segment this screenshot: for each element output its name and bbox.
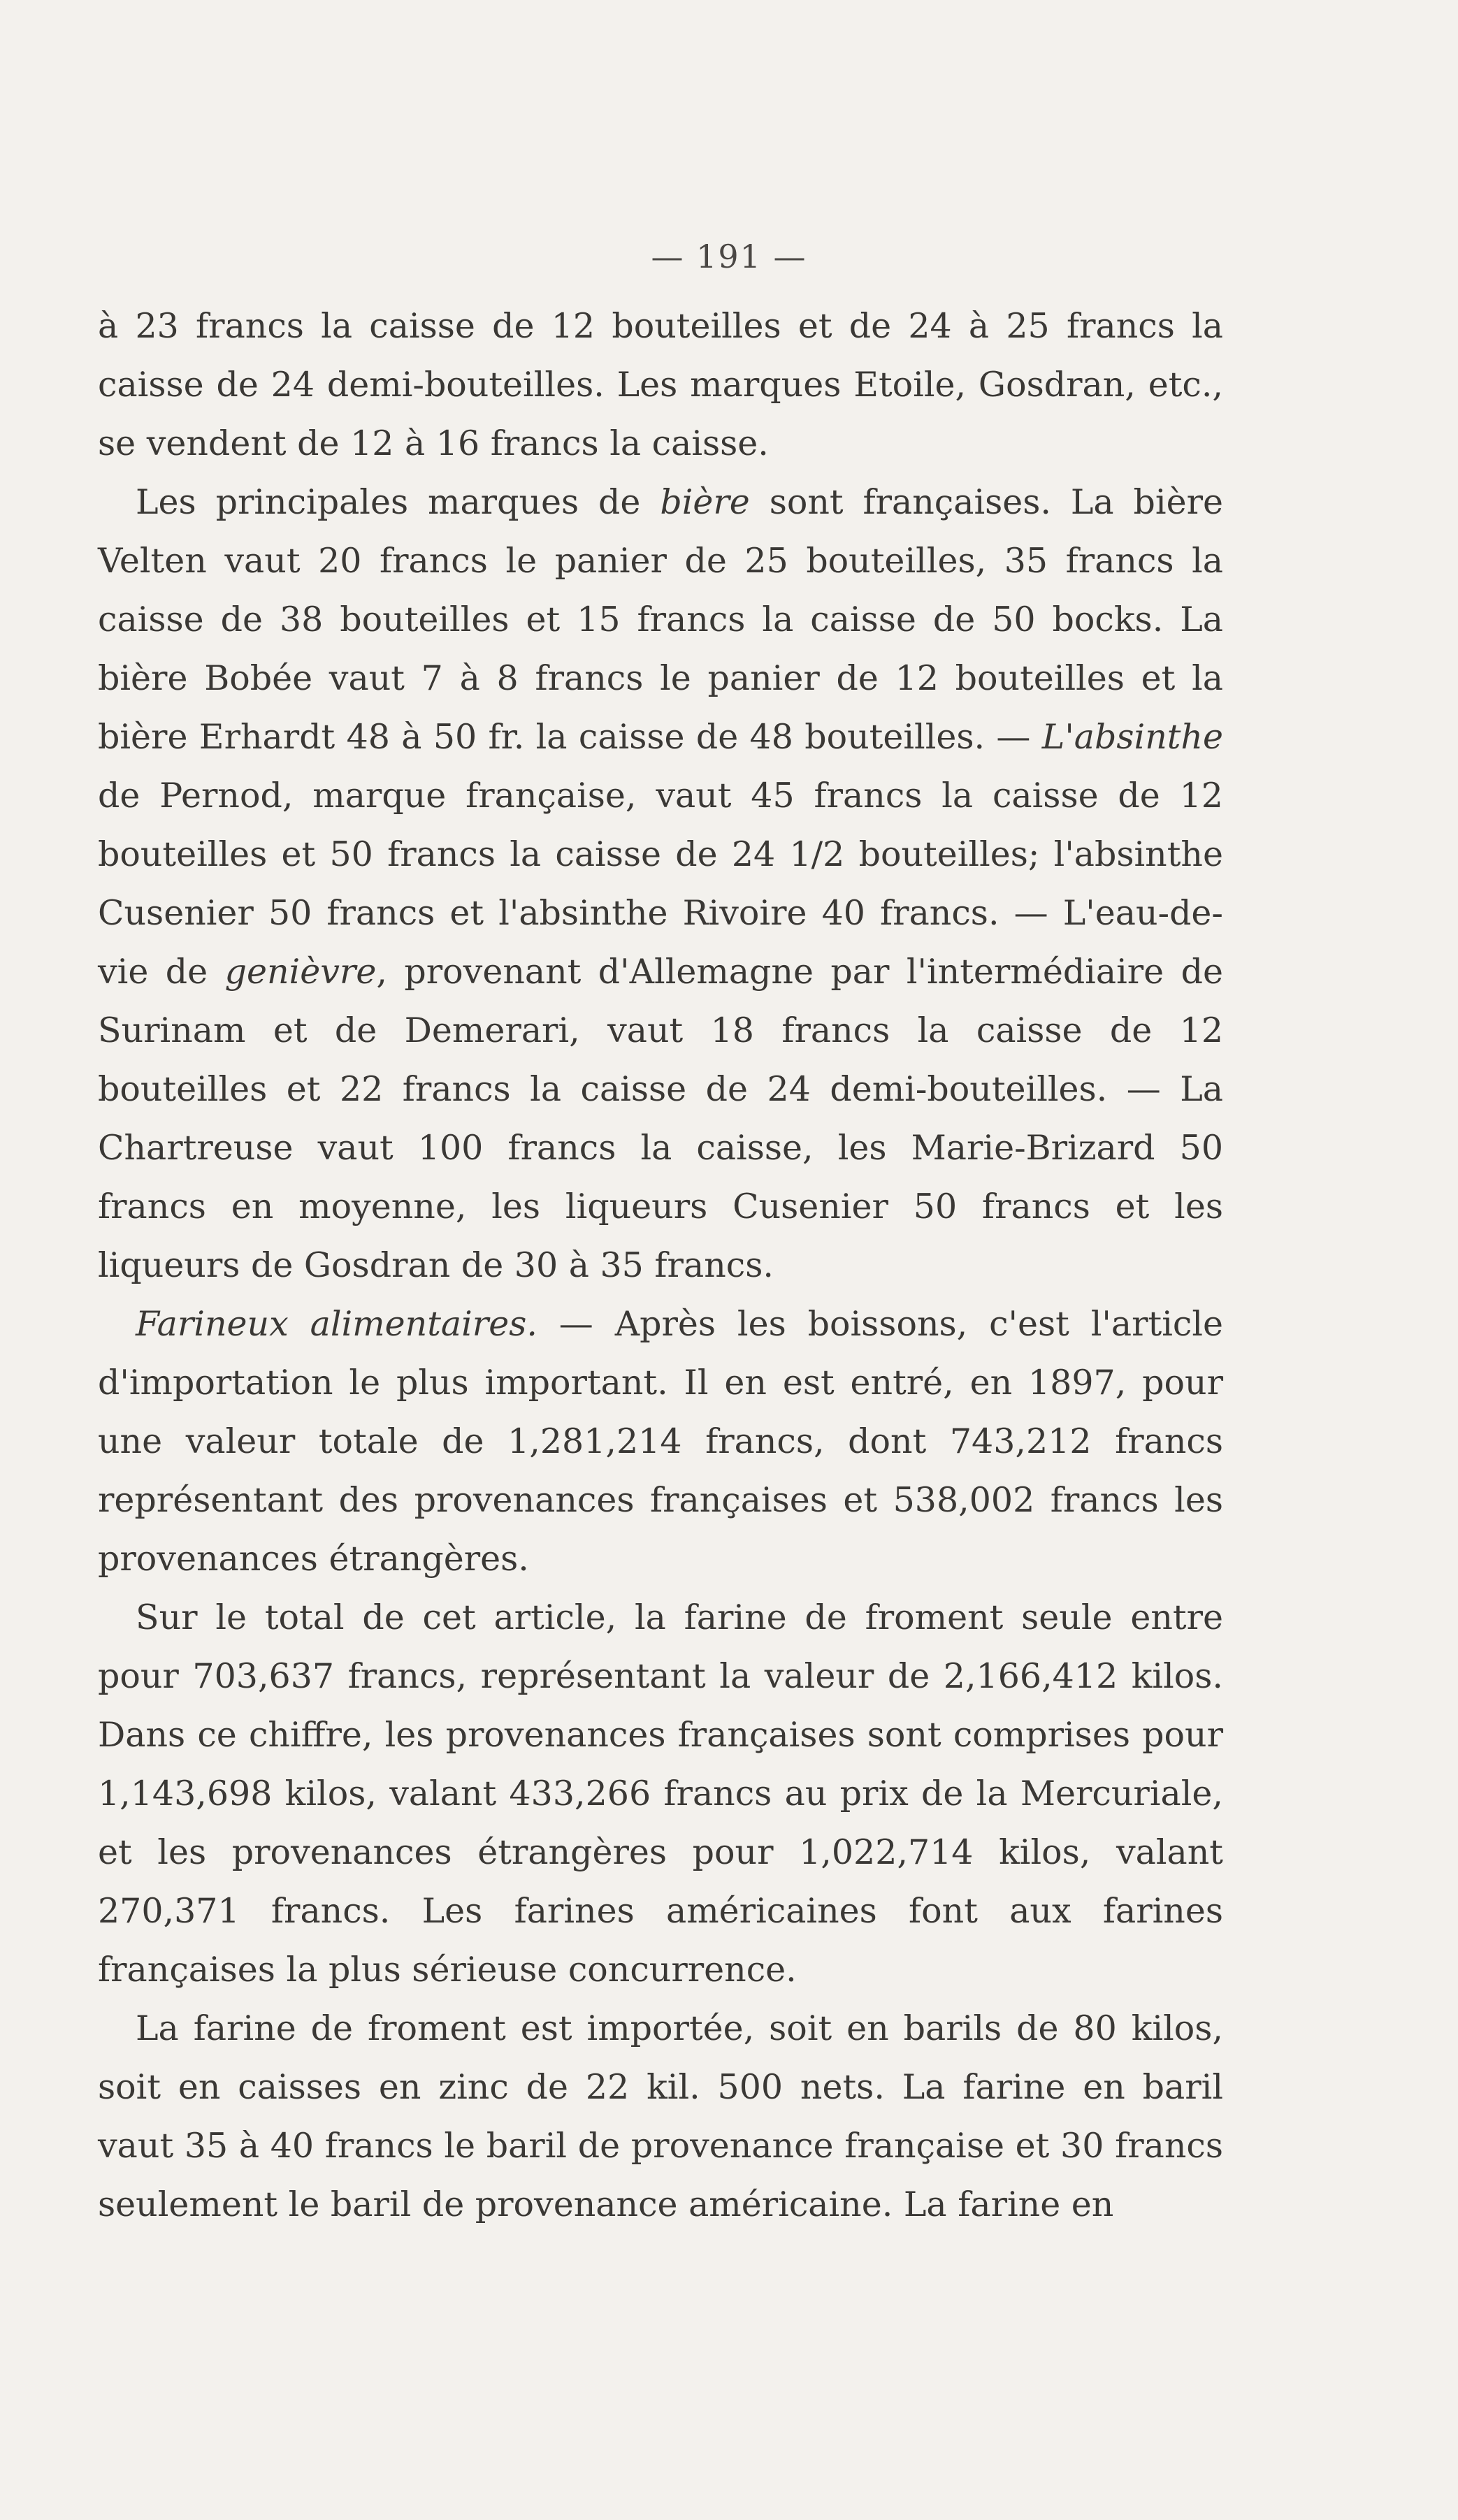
italic-term: genièvre — [224, 952, 377, 992]
paragraph — [98, 1295, 1223, 1588]
paragraph — [98, 1999, 1223, 2234]
text-run: sont françaises. La bière Velten vaut 20 francs le panier de 25 bouteilles, 35 francs la caisse de 38 bouteilles et 15 francs la caisse de 50 bocks. La bière Bobée vaut 7 à 8 francs le panier de 12 bouteilles et la bière Erhardt 48 à 50 fr. la caisse de 48 bouteilles. — — [98, 482, 1223, 757]
text-run: — Après les boissons, c'est l'article d'importation le plus important. Il en est entré, en 1897, pour une valeur totale de 1,281,214 francs, dont 743,212 francs représentant des provenances françaises et 538,002 francs les provenances étrangères. — [98, 1304, 1223, 1579]
text-run: à 23 francs la caisse de 12 bouteilles et de 24 à 25 francs la caisse de 24 demi-bouteilles. Les marques Etoile, Gosdran, etc., se vendent de 12 à 16 francs la caisse. — [98, 306, 1223, 463]
paragraph — [98, 473, 1223, 1295]
text-run: , provenant d'Allemagne par l'intermédiaire de Surinam et de Demerari, vaut 18 francs la caisse de 12 bouteilles et 22 francs la caisse de 24 demi-bouteilles. — La Chartreuse vaut 100 francs la caisse, les Marie-Brizard 50 francs en moyenne, les liqueurs Cusenier 50 francs et les liqueurs de Gosdran de 30 à 35 francs. — [98, 952, 1223, 1285]
body-text — [98, 297, 1223, 2234]
italic-term: bière — [660, 482, 750, 522]
italic-term: L'absinthe — [1041, 717, 1223, 757]
text-run: Sur le total de cet article, la farine de froment seule entre pour 703,637 francs, représentant la valeur de 2,166,412 kilos. Dans ce chiffre, les provenances françaises sont comprises pour 1,143,698 kilos, valant 433,266 francs au prix de la Mercuriale, et les provenances étrangères pour 1,022,714 kilos, valant 270,371 francs. Les farines américaines font aux farines françaises la plus sérieuse concurrence. — [98, 1598, 1223, 1990]
section-heading: Farineux alimentaires. — [136, 1304, 537, 1344]
text-run: Les principales marques de — [136, 482, 661, 522]
paragraph — [98, 1588, 1223, 1999]
page-number: — 191 — — [651, 238, 807, 275]
text-run: La farine de froment est importée, soit en barils de 80 kilos, soit en caisses en zinc de 22 kil. 500 nets. La farine en baril vaut 35 à 40 francs le baril de provenance française et 30 francs seulement le baril de provenance américaine. La farine en — [98, 2008, 1223, 2224]
paragraph — [98, 297, 1223, 473]
text-run: de Pernod, marque française, vaut 45 francs la caisse de 12 bouteilles et 50 francs la caisse de 24 1/2 bouteilles; l'absinthe Cusenier 50 francs et l'absinthe Rivoire 40 francs. — L'eau-de-vie de — [98, 776, 1223, 992]
